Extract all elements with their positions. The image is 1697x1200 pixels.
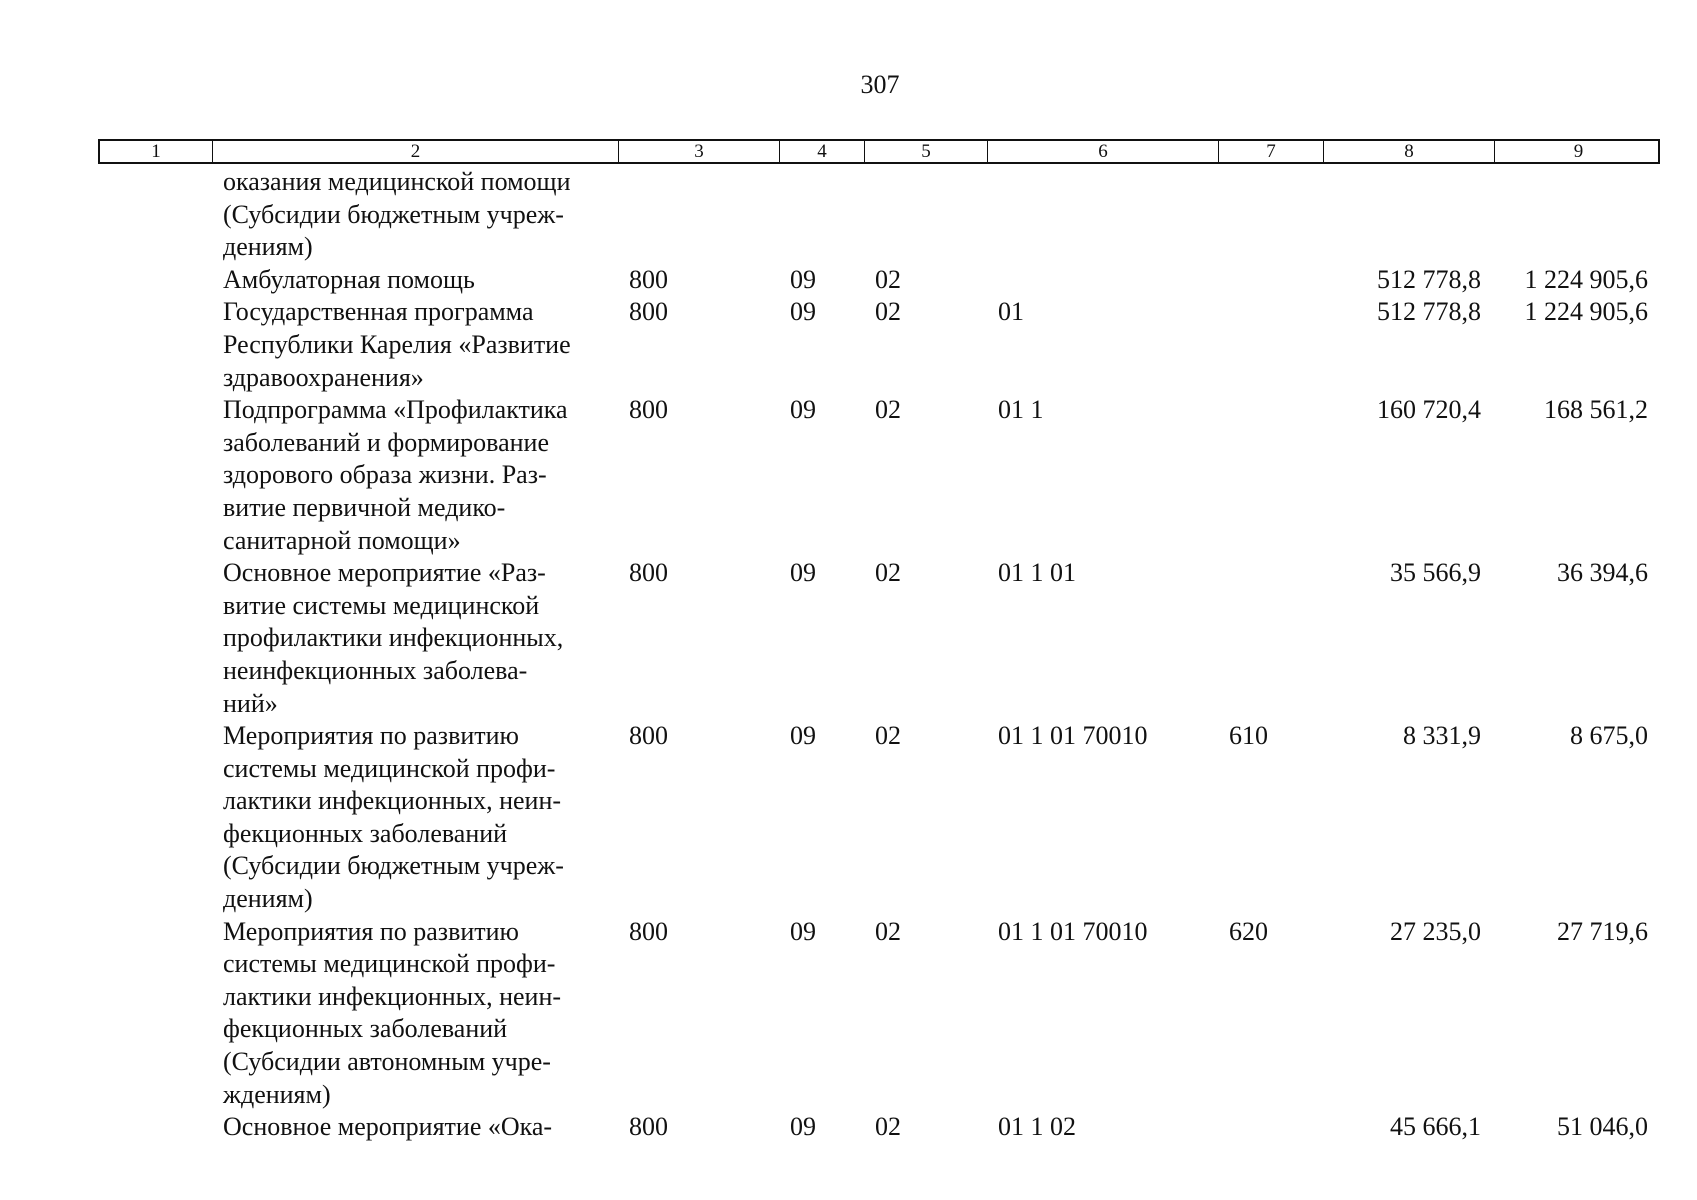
cell-amount-8: 35 566,9 xyxy=(1390,558,1481,588)
cell-name xyxy=(211,296,617,394)
cell-amount-8: 512 778,8 xyxy=(1377,264,1481,294)
cell-amount-8: 512 778,8 xyxy=(1377,297,1481,327)
name-line: профилактики инфекционных, xyxy=(223,623,564,653)
name-line: неинфекционных заболева- xyxy=(223,655,528,685)
name-line: Основное мероприятие «Раз- xyxy=(223,558,546,588)
name-line: Мероприятия по развитию xyxy=(223,721,519,751)
cell-subsection: 02 xyxy=(875,721,901,751)
header-col-3: 3 xyxy=(619,141,780,162)
cell-admin: 800 xyxy=(629,558,668,588)
cell-amount-9: 168 561,2 xyxy=(1544,395,1648,425)
cell-expense-type xyxy=(1217,264,1322,297)
cell-expense-type xyxy=(1217,557,1322,720)
cell-subsection: 02 xyxy=(875,264,901,294)
cell-target-article: 01 1 02 xyxy=(998,1112,1076,1142)
name-line: ждениям) xyxy=(223,1079,331,1109)
cell-admin: 800 xyxy=(629,1112,668,1142)
cell-section: 09 xyxy=(790,264,816,294)
cell-amount-8 xyxy=(1322,166,1493,264)
cell-col-1 xyxy=(98,296,211,394)
cell-target-article: 01 1 01 70010 xyxy=(998,916,1148,946)
cell-subsection: 02 xyxy=(875,395,901,425)
cell-amount-9: 1 224 905,6 xyxy=(1524,297,1648,327)
table-header xyxy=(98,139,1660,164)
cell-amount-9: 8 675,0 xyxy=(1570,721,1648,751)
cell-expense-type xyxy=(1217,166,1322,264)
cell-col-1 xyxy=(98,720,211,916)
cell-amount-8: 45 666,1 xyxy=(1390,1112,1481,1142)
name-line: Республики Карелия «Развитие xyxy=(223,329,571,359)
header-col-4: 4 xyxy=(780,141,865,162)
cell-expense-type: 620 xyxy=(1229,916,1268,946)
cell-name xyxy=(211,720,617,916)
cell-section: 09 xyxy=(790,395,816,425)
cell-section xyxy=(778,166,863,264)
name-line: лактики инфекционных, неин- xyxy=(223,981,562,1011)
name-line: здорового образа жизни. Раз- xyxy=(223,460,547,490)
header-col-2: 2 xyxy=(213,141,619,162)
cell-target-article xyxy=(986,166,1217,264)
header-col-1: 1 xyxy=(100,141,213,162)
cell-name xyxy=(211,557,617,720)
cell-admin xyxy=(617,166,778,264)
table-row xyxy=(98,394,1660,557)
cell-amount-8: 8 331,9 xyxy=(1403,721,1481,751)
name-line: дениям) xyxy=(223,232,313,262)
cell-subsection: 02 xyxy=(875,297,901,327)
name-line: здравоохранения» xyxy=(223,362,424,392)
name-line: (Субсидии бюджетным учреж- xyxy=(223,851,564,881)
name-line: системы медицинской профи- xyxy=(223,753,556,783)
table-row xyxy=(98,1111,1660,1144)
cell-col-1 xyxy=(98,916,211,1112)
cell-col-1 xyxy=(98,166,211,264)
cell-target-article xyxy=(986,264,1217,297)
cell-expense-type xyxy=(1217,296,1322,394)
cell-subsection: 02 xyxy=(875,558,901,588)
cell-name xyxy=(211,166,617,264)
cell-subsection: 02 xyxy=(875,1112,901,1142)
cell-target-article: 01 1 01 70010 xyxy=(998,721,1148,751)
page-number: 307 xyxy=(860,70,900,99)
header-col-7: 7 xyxy=(1219,141,1324,162)
name-line: санитарной помощи» xyxy=(223,525,461,555)
cell-name xyxy=(211,264,617,297)
cell-col-1 xyxy=(98,557,211,720)
cell-expense-type: 610 xyxy=(1229,721,1268,751)
table-row xyxy=(98,557,1660,720)
name-line: системы медицинской профи- xyxy=(223,949,556,979)
cell-expense-type xyxy=(1217,1111,1322,1144)
name-line: (Субсидии автономным учре- xyxy=(223,1047,551,1077)
cell-admin: 800 xyxy=(629,721,668,751)
cell-col-1 xyxy=(98,1111,211,1144)
table-body xyxy=(98,166,1660,1144)
name-line: дениям) xyxy=(223,884,313,914)
name-line: витие системы медицинской xyxy=(223,590,540,620)
cell-amount-8: 27 235,0 xyxy=(1390,916,1481,946)
cell-col-1 xyxy=(98,264,211,297)
name-line: лактики инфекционных, неин- xyxy=(223,786,562,816)
name-line: Мероприятия по развитию xyxy=(223,916,519,946)
cell-col-1 xyxy=(98,394,211,557)
cell-admin: 800 xyxy=(629,916,668,946)
name-line: Подпрограмма «Профилактика xyxy=(223,395,568,425)
cell-amount-9: 27 719,6 xyxy=(1557,916,1648,946)
name-line: витие первичной медико- xyxy=(223,492,506,522)
cell-section: 09 xyxy=(790,297,816,327)
name-line: Государственная программа xyxy=(223,297,534,327)
header-col-8: 8 xyxy=(1324,141,1495,162)
table-row xyxy=(98,916,1660,1112)
cell-amount-9 xyxy=(1493,166,1660,264)
cell-admin: 800 xyxy=(629,297,668,327)
cell-section: 09 xyxy=(790,721,816,751)
name-line: фекционных заболеваний xyxy=(223,818,508,848)
cell-expense-type xyxy=(1217,394,1322,557)
cell-name xyxy=(211,394,617,557)
name-line: фекционных заболеваний xyxy=(223,1014,508,1044)
cell-subsection xyxy=(863,166,986,264)
table-row xyxy=(98,264,1660,297)
name-line: (Субсидии бюджетным учреж- xyxy=(223,199,564,229)
cell-amount-9: 1 224 905,6 xyxy=(1524,264,1648,294)
cell-section: 09 xyxy=(790,916,816,946)
cell-name xyxy=(211,1111,617,1144)
cell-target-article: 01 xyxy=(998,297,1024,327)
table-row xyxy=(98,166,1660,264)
cell-amount-9: 51 046,0 xyxy=(1557,1112,1648,1142)
cell-amount-8: 160 720,4 xyxy=(1377,395,1481,425)
table-row xyxy=(98,720,1660,916)
name-line: ний» xyxy=(223,688,278,718)
cell-admin: 800 xyxy=(629,395,668,425)
name-line: Основное мероприятие «Ока- xyxy=(223,1112,553,1142)
cell-subsection: 02 xyxy=(875,916,901,946)
cell-name xyxy=(211,916,617,1112)
table-row xyxy=(98,296,1660,394)
cell-target-article: 01 1 xyxy=(998,395,1044,425)
header-col-9: 9 xyxy=(1573,141,1584,162)
name-line: оказания медицинской помощи xyxy=(223,167,571,196)
name-line: Амбулаторная помощь xyxy=(223,264,475,294)
cell-target-article: 01 1 01 xyxy=(998,558,1076,588)
header-col-5: 5 xyxy=(865,141,988,162)
cell-section: 09 xyxy=(790,1112,816,1142)
name-line: заболеваний и формирование xyxy=(223,427,550,457)
cell-section: 09 xyxy=(790,558,816,588)
cell-admin: 800 xyxy=(629,264,668,294)
cell-amount-9: 36 394,6 xyxy=(1557,558,1648,588)
header-col-6: 6 xyxy=(988,141,1219,162)
